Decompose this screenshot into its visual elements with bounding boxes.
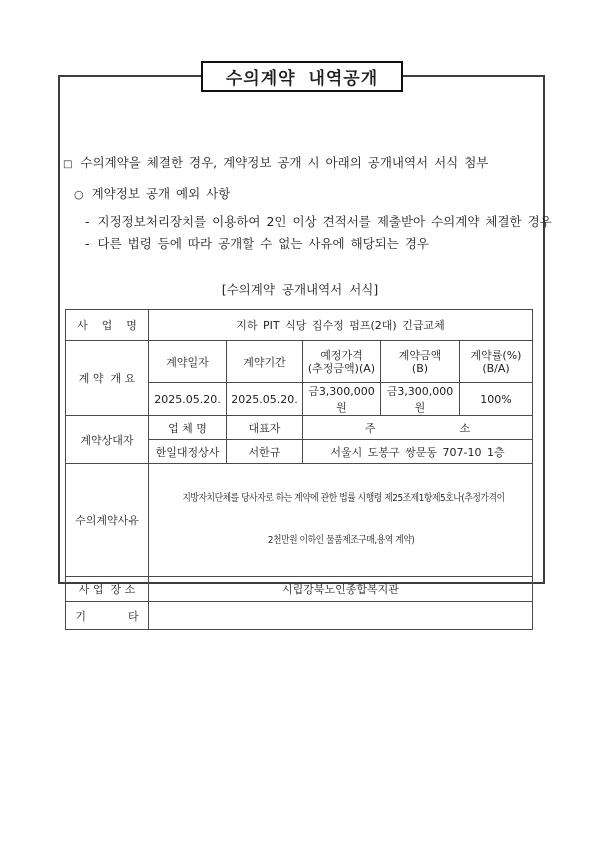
contract-overview-label: 계 약 개 요 <box>66 341 149 416</box>
notice-line-2-text: 계약정보 공개 예외 사항 <box>91 186 231 201</box>
contract-reason-line2: 2천만원 이하인 물품제조구매,용역 계약) <box>267 535 415 546</box>
header-address: 주 소 <box>303 416 533 440</box>
business-name-label: 사 업 명 <box>66 310 149 341</box>
notice-line-3-text: 지정정보처리장치를 이용하여 2인 이상 견적서를 제출받아 수의계약 체결한 경우 <box>97 214 552 229</box>
business-site-value: 시립강북노인종합복지관 <box>149 577 533 602</box>
estimated-price-value: 금3,300,000원 <box>303 383 381 416</box>
header-contract-date: 계약일자 <box>149 341 227 383</box>
header-contract-period: 계약기간 <box>227 341 303 383</box>
etc-value <box>149 602 533 630</box>
ceo-value: 서한규 <box>227 440 303 464</box>
contract-reason-value <box>149 464 533 577</box>
address-value: 서울시 도봉구 쌍문동 707-10 1층 <box>303 440 533 464</box>
contract-period-value: 2025.05.20. <box>227 383 303 416</box>
header-contract-amount-line2: (B) <box>411 361 429 375</box>
header-estimated-price <box>303 341 381 383</box>
notice-line-4-text: 다른 법령 등에 따라 공개할 수 없는 사유에 해당되는 경우 <box>97 236 430 251</box>
contract-amount-value: 금3,300,000원 <box>381 383 460 416</box>
header-contract-rate <box>460 341 533 383</box>
form-caption: [수의계약 공개내역서 서식] <box>221 282 379 297</box>
contract-rate-value: 100% <box>460 383 533 416</box>
notice-line-1 <box>63 155 488 173</box>
notice-line-2 <box>74 186 230 203</box>
table-row <box>66 341 533 383</box>
contract-reason-label: 수의계약사유 <box>66 464 149 577</box>
header-contract-amount <box>381 341 460 383</box>
company-name-value: 한일대정상사 <box>149 440 227 464</box>
business-site-label: 사 업 장 소 <box>66 577 149 602</box>
header-ceo: 대표자 <box>227 416 303 440</box>
table-row <box>66 416 533 440</box>
table-row <box>66 602 533 630</box>
dash-bullet-icon: - <box>85 214 90 229</box>
contract-date-value: 2025.05.20. <box>149 383 227 416</box>
square-bullet-icon: □ <box>63 159 73 170</box>
header-contract-amount-line1: 계약금액 <box>398 348 442 362</box>
contract-disclosure-table <box>65 309 533 630</box>
etc-label: 기 타 <box>66 602 149 630</box>
header-contract-rate-line2: (B/A) <box>482 361 510 375</box>
business-name-value: 지하 PIT 식당 집수정 펌프(2대) 긴급교체 <box>149 310 533 341</box>
contract-reason-text <box>151 464 531 576</box>
notice-line-1-text: 수의계약을 체결한 경우, 계약정보 공개 시 아래의 공개내역서 서식 첨부 <box>80 155 489 170</box>
circle-bullet-icon: ○ <box>74 188 84 201</box>
notice-line-4 <box>85 236 429 252</box>
table-row <box>66 577 533 602</box>
document-title-box <box>201 61 403 92</box>
document-title: 수의계약 내역공개 <box>225 69 379 89</box>
dash-bullet-icon: - <box>85 236 90 251</box>
header-company-name: 업 체 명 <box>149 416 227 440</box>
notice-line-3 <box>85 214 552 230</box>
contract-reason-line1: 지방자치단체를 당사자로 하는 계약에 관한 법률 시행령 제25조제1항제5호나(추정가격이 <box>177 493 505 504</box>
contract-party-label: 계약상대자 <box>66 416 149 464</box>
table-row <box>66 310 533 341</box>
table-row <box>66 464 533 577</box>
header-estimated-price-line2: (추정금액)(A) <box>307 361 376 375</box>
header-contract-rate-line1: 계약률(%) <box>470 348 522 362</box>
header-estimated-price-line1: 예정가격 <box>320 348 363 362</box>
